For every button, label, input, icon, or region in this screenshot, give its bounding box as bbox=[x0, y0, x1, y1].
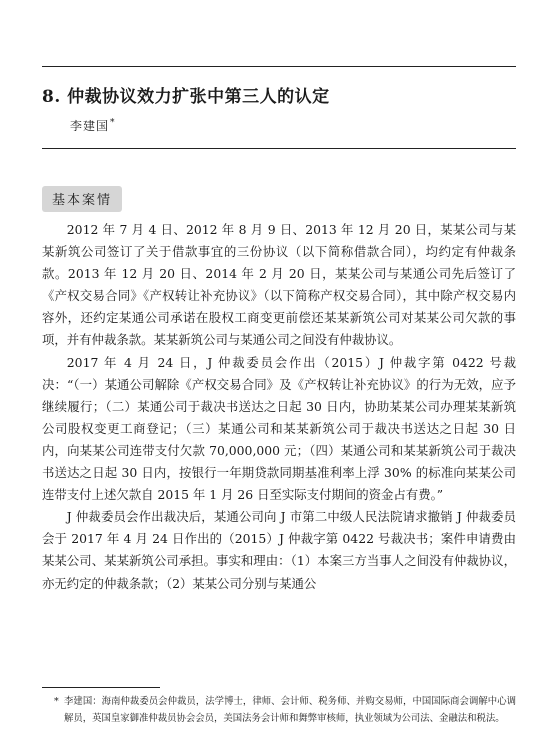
footnote bbox=[54, 693, 516, 727]
footnote-text: 李建国：海南仲裁委员会仲裁员，法学博士，律师、会计师、税务师、并购交易师，中国国际商会调解中心调解员，英国皇家御准仲裁员协会会员，美国法务会计师和舞弊审核师，执业领域为公司法、金融法和税法。 bbox=[64, 696, 516, 724]
article-title: 8. 仲裁协议效力扩张中第三人的认定 bbox=[42, 87, 330, 107]
header-rule-bottom bbox=[42, 148, 516, 149]
body-paragraph: 2012 年 7 月 4 日、2012 年 8 月 9 日、2013 年 12 月 20 日，某某公司与某某新筑公司签订了关于借款事宜的三份协议（以下简称借款合同），均约定有仲裁条款。2013 年 12 月 20 日、2014 年 2 月 20 日，某某公司与某通公司先后签订了《产权交易合同》《产权转让补充协议》（以下简称产权交易合同），其中除产权交易内容外，还约定某通公司承诺在股权工商变更前偿还某某新筑公司对某某公司欠款的事项，并有仲裁条款。某某新筑公司与某通公司之间没有仲裁协议。 bbox=[42, 222, 516, 348]
author-line bbox=[70, 117, 116, 134]
article-body bbox=[42, 219, 516, 595]
author-name: 李建国 bbox=[70, 119, 110, 133]
author-footnote-mark[interactable]: * bbox=[110, 118, 116, 128]
footnote-separator bbox=[42, 687, 160, 688]
footnote-mark: * bbox=[54, 696, 59, 707]
section-heading-badge: 基本案情 bbox=[42, 186, 122, 212]
header-rule-top bbox=[42, 66, 516, 67]
body-paragraph: J 仲裁委员会作出裁决后，某通公司向 J 市第二中级人民法院请求撤销 J 仲裁委员会于 2017 年 4 月 24 日作出的（2015）J 仲裁字第 0422 号裁决书；案件申请费由某某公司、某某新筑公司承担。事实和理由：（1）本案三方当事人之间没有仲裁协议，亦无约定的仲裁条款；（2）某某公司分别与某通公 bbox=[42, 509, 516, 591]
body-paragraph: 2017 年 4 月 24 日，J 仲裁委员会作出（2015）J 仲裁字第 0422 号裁决：“（一）某通公司解除《产权交易合同》及《产权转让补充协议》的行为无效，应予继续履行；（二）某通公司于裁决书送达之日起 30 日内，协助某某公司办理某某新筑公司股权变更工商登记；（三）某通公司和某某新筑公司于裁决书送达之日起 30 日内，向某某公司连带支付欠款 70,000,000 元；（四）某通公司和某某新筑公司于裁决书送达之日起 30 日内，按银行一年期贷款同期基准利率上浮 30% 的标准向某某公司连带支付上述欠款自 2015 年 1 月 26 日至实际支付期间的资金占有费。” bbox=[42, 354, 516, 503]
